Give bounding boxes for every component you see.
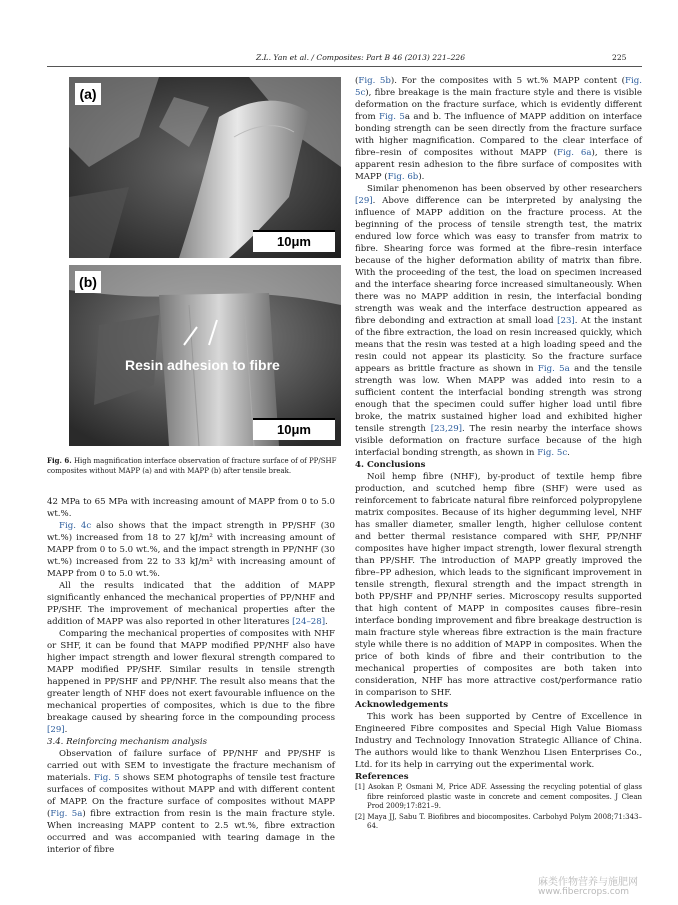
header-rule <box>47 66 642 67</box>
fig-link[interactable]: Fig. 5b <box>358 76 391 86</box>
ref-link[interactable]: [23] <box>557 316 575 326</box>
reference-item: [2] Maya JJ, Sabu T. Biofibres and biocomposites. Carbohyd Polym 2008;71:343–64. <box>355 812 642 830</box>
paragraph-acknowledgements: This work has been supported by Centre of Excellence in Engineered Fibre composites and Special High Value Biomass Industry and Technology Innovation Strategic Alliance of China. The authors would like to thank Wenzhou Lisen Enterprises Co., Ltd. for its help in carrying out the experimental work. <box>355 712 642 770</box>
reference-item: [1] Asokan P, Osmani M, Price ADF. Assessing the recycling potential of glass fibre reinforced plastic waste in concrete and cement composites. J Clean Prod 2009;17:821–9. <box>355 783 642 810</box>
running-header: Z.L. Yan et al. / Composites: Part B 46 (2013) 221–226 <box>256 53 466 62</box>
figure-6b-sem-image <box>69 265 341 446</box>
caption-label: Fig. 6. <box>47 456 72 465</box>
paragraph: Observation of failure surface of PP/NHF and PP/SHF is carried out with SEM to investigate the fracture mechanism of materials. Fig. 5 shows SEM photographs of tensile test fracture surfaces of composites without MAPP and with different content of MAPP. On the fracture surface of composites without MAPP (Fig. 5a) fibre extraction from resin is the main fracture style. When increasing MAPP content to 2.5 wt.%, fibre extraction occurred and was accompanied with tearing damage in the interior of fibre <box>47 749 335 855</box>
paragraph: All the results indicated that the addition of MAPP significantly enhanced the mechanical properties of PP/NHF and PP/SHF. The improvement of mechanical properties after the addition of MAPP was also reported in other literatures [24–28]. <box>47 581 335 627</box>
fig-link[interactable]: Fig. 5c <box>537 448 568 458</box>
figure-caption <box>47 456 342 476</box>
fig-link[interactable]: Fig. 5 <box>94 773 120 783</box>
ref-link[interactable]: [29] <box>355 196 373 206</box>
section-heading: 3.4. Reinforcing mechanism analysis <box>47 737 207 747</box>
right-column <box>355 75 642 833</box>
fig-link[interactable]: Fig. 4c <box>59 521 92 531</box>
ref-link[interactable]: [29] <box>47 725 65 735</box>
watermark-text: 麻类作物营养与施肥网 <box>538 877 638 888</box>
fig-link[interactable]: Fig. 5a <box>50 809 83 819</box>
fig-link[interactable]: Fig. 5c <box>355 76 642 98</box>
fig-link[interactable]: Fig. 5 <box>379 112 405 122</box>
section-heading-conclusions: 4. Conclusions <box>355 460 426 470</box>
paragraph: Fig. 4c also shows that the impact strength in PP/SHF (30 wt.%) increased from 18 to 27 kJ/m² with increasing amount of MAPP from 0 to 5.0 wt.%, and the impact strength in PP/NHF (30 wt.%) increased from 22 to 33 kJ/m² with increasing amount of MAPP from 0 to 5.0 wt.%. <box>47 521 335 579</box>
ref-link[interactable]: [24–28] <box>292 617 326 627</box>
scale-bar-b: 10μm <box>253 418 335 440</box>
ref-link[interactable]: [23,29] <box>430 424 463 434</box>
fig-link[interactable]: Fig. 5a <box>537 364 570 374</box>
left-column <box>47 496 335 856</box>
paragraph: Comparing the mechanical properties of composites with NHF or SHF, it can be found that MAPP modified PP/NHF also have higher impact strength and lower flexural strength compared to MAPP modified PP/SHF. Similar results in tensile strength happened in PP/SHF and PP/NHF. The result also means that the greater length of NHF does not exert favourable influence on the mechanical properties of composites, which is due to the fibre breakage caused by shearing force in the compounding process [29]. <box>47 629 335 735</box>
paragraph-conclusions: Noil hemp fibre (NHF), by-product of textile hemp fibre production, and scutched hemp fibre (SHF) were used as reinforcement to fabricate natural fibre reinforced polypropylene matrix composites. Because of its higher degumming level, NHF has smaller diameter, smaller length, higher cellulose content and better thermal resistance compared with SHF, PP/NHF composites have higher impact strength, lower flexural strength than PP/SHF. The introduction of MAPP greatly improved the fibre–PP adhesion, which leads to the significant improvement in tensile strength, flexural strength and the impact strength in both PP/SHF and PP/NHF series. Microscopy results supported that high content of MAPP in composites causes fibre–resin interface bonding improvement and fibre breakage destruction is main fracture style whereas fibre extraction is the main fracture style while there is no addition of MAPP in composites. When the price of both kinds of fibre and their contribution to the mechanical properties of composites are both taken into consideration, NHF has more attractive cost/performance ratio in comparison to SHF. <box>355 472 642 698</box>
paragraph: 42 MPa to 65 MPa with increasing amount of MAPP from 0 to 5.0 wt.%. <box>47 497 335 519</box>
scale-bar-a: 10μm <box>253 230 335 252</box>
section-heading-acknowledgements: Acknowledgements <box>355 700 449 710</box>
figure-6a-sem-image <box>69 77 341 258</box>
caption-text: High magnification interface observation of fracture surface of of PP/SHF composites without MAPP (a) and with MAPP (b) after tensile break. <box>47 457 337 475</box>
paragraph: (Fig. 5b). For the composites with 5 wt.% MAPP content (Fig. 5c), fibre breakage is the main fracture style and there is visible deformation on the fracture surface, which is evidently different from Fig. 5a and b. The influence of MAPP addition on interface bonding strength can be seen directly from the fracture surface with higher magnification. Compared to the clear interface of fibre–resin of composites without MAPP (Fig. 6a), there is apparent resin adhesion to the fibre surface of composites with MAPP (Fig. 6b). <box>355 76 643 182</box>
panel-label-b: (b) <box>75 271 101 293</box>
page-number: 225 <box>612 53 627 62</box>
annotation-resin-adhesion: Resin adhesion to fibre <box>125 357 280 373</box>
fig-link[interactable]: Fig. 6a <box>556 148 592 158</box>
section-heading-references: References <box>355 772 409 782</box>
paragraph: Similar phenomenon has been observed by other researchers [29]. Above difference can be interpreted by analysing the influence of MAPP addition on the fracture process. At the beginning of the process of tensile strength test, the matrix endured low force which was easy to transfer from matrix to fibre. Shearing force was formed at the fibre–resin interface because of the higher deformation ability of matrix than fibre. With the proceeding of the test, the load on specimen increased and the interface shearing force increased simultaneously. When there was no MAPP addition in resin, the interfacial bonding strength was weak and the interface destruction appeared as fibre debonding and extraction at small load [23]. At the instant of the fibre extraction, the load on resin increased quickly, which means that the resin was tested at a high loading speed and the resin could not appear its plasticity. So the fracture surface appears as brittle fracture as shown in Fig. 5a and the tensile strength was low. When MAPP was added into resin to a sufficient content the interfacial bonding strength was strong enough that the specimen could suffer higher load until fibre broke, the matrix sustained higher load and exhibited higher tensile strength [23,29]. The resin nearby the interface shows visible deformation on fracture surface because of the high interfacial bonding strength, as shown in Fig. 5c. <box>355 184 642 458</box>
fig-link[interactable]: Fig. 6b <box>387 172 419 182</box>
panel-label-a: (a) <box>75 83 101 105</box>
watermark-url: www.fibercrops.com <box>538 887 629 897</box>
